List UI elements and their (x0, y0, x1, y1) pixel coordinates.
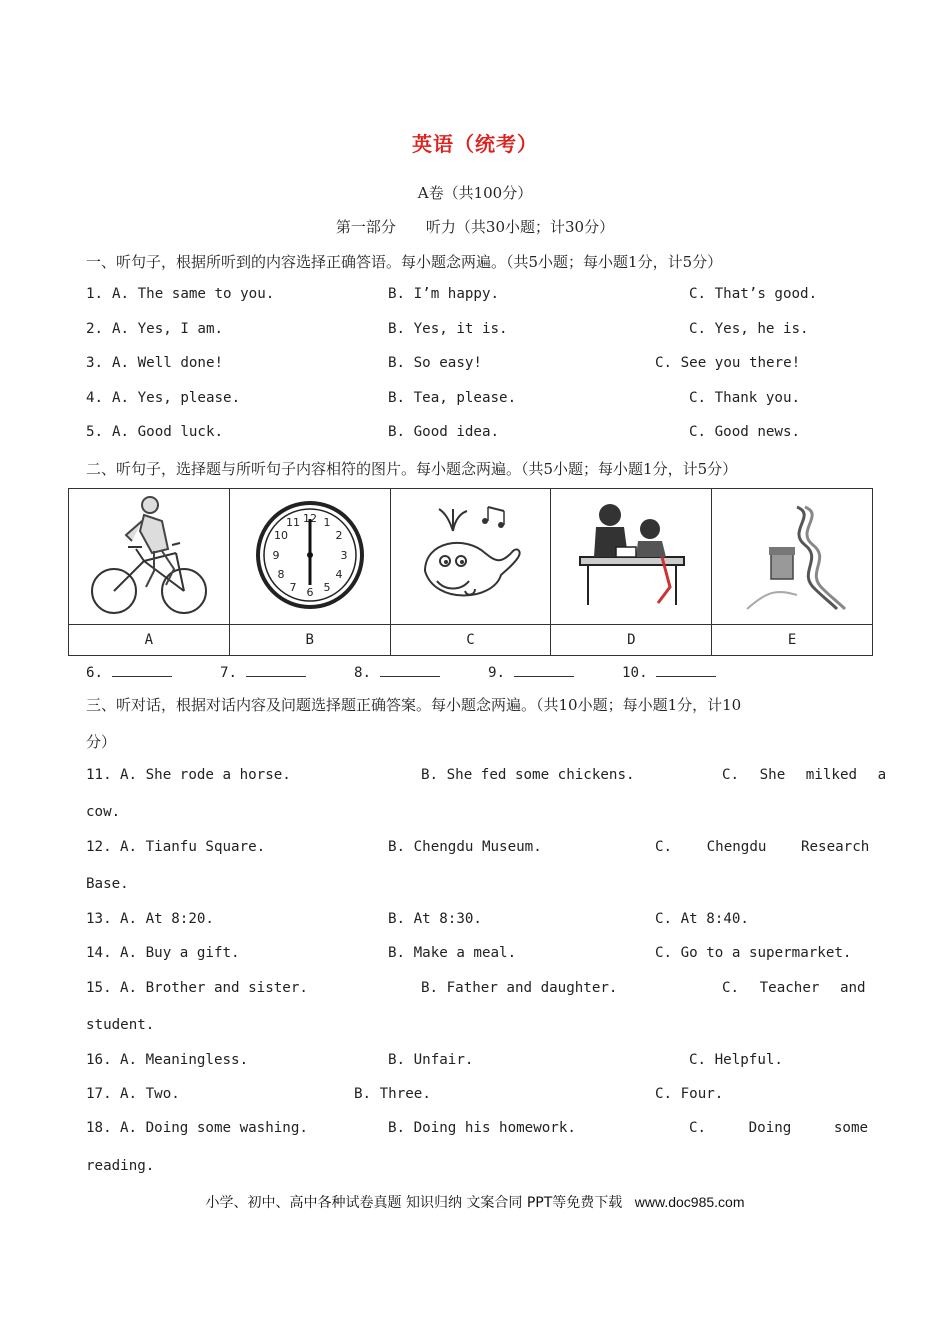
option-c[interactable]: C. Chengdu Research (655, 839, 870, 855)
picture-label-b: B (229, 625, 390, 656)
question-2 (86, 321, 866, 345)
option-a[interactable]: A. Meaningless. (120, 1052, 249, 1068)
blank-number: 9. (488, 665, 506, 681)
question-number: 15. (86, 980, 112, 996)
question-13 (86, 911, 866, 935)
question-18 (86, 1120, 869, 1144)
question-number: 12. (86, 839, 112, 855)
cyclist-icon (84, 491, 214, 619)
option-a[interactable]: A. Two. (120, 1086, 180, 1102)
picture-cell-a[interactable] (69, 489, 230, 625)
question-number: 3. (86, 355, 104, 371)
option-c-continued: Base. (86, 876, 129, 892)
question-11 (86, 767, 887, 791)
option-b[interactable]: B. Good idea. (388, 424, 500, 440)
blank-line[interactable] (514, 662, 574, 677)
question-number: 17. (86, 1086, 112, 1102)
svg-text:4: 4 (335, 567, 343, 581)
option-c[interactable]: C. She milked a (722, 767, 887, 783)
footer-text: 小学、初中、高中各种试卷真题 知识归纳 文案合同 PPT等免费下载 (205, 1195, 623, 1211)
option-a[interactable]: A. Doing some washing. (120, 1120, 308, 1136)
question-number: 16. (86, 1052, 112, 1068)
option-b[interactable]: B. Chengdu Museum. (388, 839, 542, 855)
blank-line[interactable] (656, 662, 716, 677)
svg-text:5: 5 (323, 580, 331, 594)
svg-text:7: 7 (289, 580, 297, 594)
question-number: 18. (86, 1120, 112, 1136)
option-b[interactable]: B. At 8:30. (388, 911, 482, 927)
option-c[interactable]: C. At 8:40. (655, 911, 749, 927)
option-b[interactable]: B. Three. (354, 1086, 431, 1102)
option-a[interactable]: A. Buy a gift. (120, 945, 240, 961)
option-a[interactable]: A. At 8:20. (120, 911, 214, 927)
answer-blank-9[interactable] (488, 662, 574, 681)
students-icon (566, 491, 696, 619)
option-c-continued: cow. (86, 804, 121, 820)
option-c[interactable]: C. Yes, he is. (689, 321, 809, 337)
blank-line[interactable] (112, 662, 172, 677)
option-a[interactable]: A. Tianfu Square. (120, 839, 266, 855)
blank-number: 10. (622, 665, 648, 681)
blank-line[interactable] (380, 662, 440, 677)
option-c[interactable]: C. Doing some (689, 1120, 869, 1136)
picture-label-a: A (69, 625, 230, 656)
option-a[interactable]: A. She rode a horse. (120, 767, 291, 783)
option-c-continued: reading. (86, 1158, 155, 1174)
svg-text:12: 12 (302, 511, 317, 525)
option-a[interactable]: A. Yes, I am. (112, 321, 224, 337)
picture-cell-c[interactable] (390, 489, 551, 625)
option-c[interactable]: C. Thank you. (689, 390, 801, 406)
option-b[interactable]: B. Make a meal. (388, 945, 517, 961)
answer-blank-8[interactable] (354, 662, 440, 681)
option-b[interactable]: B. Yes, it is. (388, 321, 508, 337)
question-number: 5. (86, 424, 104, 440)
picture-cell-e[interactable] (712, 489, 873, 625)
option-a[interactable]: A. Good luck. (112, 424, 224, 440)
blank-number: 7. (220, 665, 238, 681)
svg-text:9: 9 (272, 548, 280, 562)
question-number: 11. (86, 767, 112, 783)
section2-heading: 二、听句子，选择题与所听句子内容相符的图片。每小题念两遍。（共5小题；每小题1分，计5分） (86, 460, 738, 478)
option-c-continued: student. (86, 1017, 155, 1033)
option-b[interactable]: B. Tea, please. (388, 390, 517, 406)
question-number: 2. (86, 321, 104, 337)
option-a[interactable]: A. The same to you. (112, 286, 275, 302)
option-b[interactable]: B. I’m happy. (388, 286, 500, 302)
question-number: 13. (86, 911, 112, 927)
svg-text:2: 2 (335, 528, 343, 542)
page-title: 英语（统考） (412, 132, 538, 156)
svg-text:1: 1 (323, 515, 331, 529)
svg-text:11: 11 (285, 515, 300, 529)
option-a[interactable]: A. Brother and sister. (120, 980, 308, 996)
picture-cell-d[interactable] (551, 489, 712, 625)
clock-icon (245, 491, 375, 619)
option-c[interactable]: C. See you there! (655, 355, 801, 371)
question-number: 14. (86, 945, 112, 961)
section3-heading: 三、听对话，根据对话内容及问题选择题正确答案。每小题念两遍。（共10小题；每小题1分，计10 (86, 696, 742, 714)
part-heading: 第一部分 听力（共30小题；计30分） (335, 218, 615, 236)
option-b[interactable]: B. So easy! (388, 355, 482, 371)
question-5 (86, 424, 866, 448)
blank-number: 8. (354, 665, 372, 681)
paper-label: A卷（共100分） (417, 184, 533, 202)
answer-blank-7[interactable] (220, 662, 306, 681)
svg-text:8: 8 (277, 567, 285, 581)
whale-icon (405, 491, 535, 619)
footer (0, 1192, 950, 1212)
footer-link[interactable]: www.doc985.com (634, 1194, 745, 1210)
picture-cell-b[interactable] (229, 489, 390, 625)
svg-text:10: 10 (273, 528, 288, 542)
question-14 (86, 945, 866, 969)
picture-table (68, 488, 873, 656)
answer-blank-6[interactable] (86, 662, 172, 681)
question-1 (86, 286, 866, 310)
picture-label-c: C (390, 625, 551, 656)
option-c[interactable]: C. Good news. (689, 424, 801, 440)
blank-line[interactable] (246, 662, 306, 677)
option-b[interactable]: B. Unfair. (388, 1052, 474, 1068)
option-c[interactable]: C. Go to a supermarket. (655, 945, 852, 961)
option-c[interactable]: C. Teacher and (722, 980, 866, 996)
question-3 (86, 355, 866, 379)
svg-text:6: 6 (306, 585, 314, 599)
section1-heading: 一、听句子，根据所听到的内容选择正确答语。每小题念两遍。（共5小题；每小题1分，计5分） (86, 253, 723, 271)
question-15 (86, 980, 866, 1004)
question-4 (86, 390, 866, 414)
picture-label-e: E (712, 625, 873, 656)
option-b[interactable]: B. She fed some chickens. (421, 767, 635, 783)
question-16 (86, 1052, 866, 1076)
svg-text:3: 3 (340, 548, 348, 562)
option-a[interactable]: A. Yes, please. (112, 390, 241, 406)
section3-heading-cont: 分） (86, 733, 117, 751)
option-c[interactable]: C. Four. (655, 1086, 724, 1102)
question-number: 1. (86, 286, 104, 302)
option-c[interactable]: C. That’s good. (689, 286, 818, 302)
picture-label-d: D (551, 625, 712, 656)
option-a[interactable]: A. Well done! (112, 355, 224, 371)
great-wall-icon (727, 491, 857, 619)
question-17 (86, 1086, 866, 1110)
option-c[interactable]: C. Helpful. (689, 1052, 783, 1068)
option-b[interactable]: B. Father and daughter. (421, 980, 618, 996)
option-b[interactable]: B. Doing his homework. (388, 1120, 576, 1136)
question-12 (86, 839, 870, 863)
question-number: 4. (86, 390, 104, 406)
blank-number: 6. (86, 665, 104, 681)
answer-blank-10[interactable] (622, 662, 716, 681)
